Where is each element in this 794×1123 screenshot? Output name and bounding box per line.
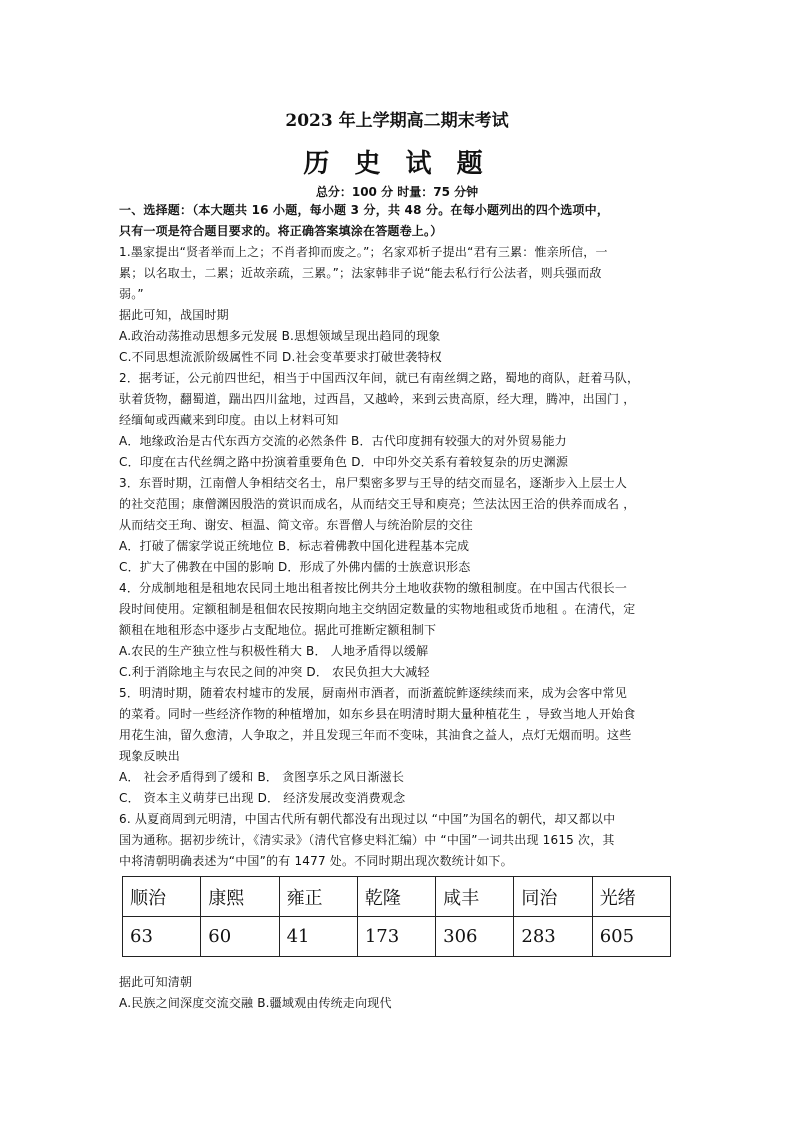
question-stem-line: 的菜肴。同时一些经济作物的种植增加，如东乡县在明清时期大量种植花生 ，导致当地人开始食 bbox=[119, 707, 636, 721]
reign-count-table bbox=[122, 876, 671, 957]
question-option-line: C． 资本主义萌芽已出现 D． 经济发展改变消费观念 bbox=[119, 791, 406, 805]
question-option-line: A.民族之间深度交流交融 B.疆域观由传统走向现代 bbox=[119, 996, 392, 1010]
table-cell: 306 bbox=[436, 917, 514, 957]
table-cell: 41 bbox=[279, 917, 357, 957]
question-stem-line: 国为通称。据初步统计，《清实录》（清代官修史料汇编）中 “中国”一词共出现 1615 次，其 bbox=[119, 833, 615, 847]
table-header-cell: 顺治 bbox=[123, 877, 201, 917]
table-header-cell: 光绪 bbox=[592, 877, 670, 917]
question-stem-line: 的社交范围；康僧渊因殷浩的赏识而成名，从而结交王导和庾亮；竺法汰因王洽的供养而成名 ， bbox=[119, 497, 636, 511]
table-row bbox=[123, 917, 671, 957]
question-option-line: C．印度在古代丝绸之路中扮演着重要角色 D．中印外交关系有着较复杂的历史渊源 bbox=[119, 455, 569, 469]
question-stem-line: 经缅甸或西藏来到印度。由以上材料可知 bbox=[119, 413, 339, 427]
table-cell: 283 bbox=[514, 917, 592, 957]
question-option-line: A.农民的生产独立性与积极性稍大 B． 人地矛盾得以缓解 bbox=[119, 644, 429, 658]
question-option-line: C．扩大了佛教在中国的影响 D．形成了外佛内儒的士族意识形态 bbox=[119, 560, 471, 574]
table-cell: 60 bbox=[201, 917, 279, 957]
table-header-cell: 咸丰 bbox=[436, 877, 514, 917]
table-cell: 173 bbox=[357, 917, 435, 957]
question-option-line: A.政治动荡推动思想多元发展 B.思想领域呈现出趋同的现象 bbox=[119, 329, 441, 343]
question-stem-line: 从而结交王珣、谢安、桓温、简文帝。东晋僧人与统治阶层的交往 bbox=[119, 518, 473, 532]
section-instruction: 一、选择题：（本大题共 16 小题，每小题 3 分，共 48 分。在每小题列出的四个选项中， bbox=[119, 203, 610, 217]
question-option-line: A．打破了儒家学说正统地位 B．标志着佛教中国化进程基本完成 bbox=[119, 539, 470, 553]
question-stem-line: 5．明清时期，随着农村墟市的发展，厨南州市酒者，而浙蓋皖鲊逐续续而来，成为会客中常见 bbox=[119, 686, 628, 700]
question-stem-line: 弱。” bbox=[119, 287, 144, 301]
question-stem-line: 4．分成制地租是租地农民同土地出租者按比例共分土地收获物的缴租制度。在中国古代很长一 bbox=[119, 581, 628, 595]
question-stem-line: 用花生油，留久愈清，人争取之，并且发现三年而不变味，其油食之益人，点灯无烟而明。这些 bbox=[119, 728, 632, 742]
table-header-cell: 同治 bbox=[514, 877, 592, 917]
question-stem-line: 1.墨家提出“贤者举而上之；不肖者抑而废之。”；名家邓析子提出“君有三累：惟亲所信，一 bbox=[119, 245, 608, 259]
question-option-line: A． 社会矛盾得到了缓和 B． 贪图享乐之风日渐滋长 bbox=[119, 770, 405, 784]
question-stem-line: 3．东晋时期，江南僧人争相结交名士，帛尸梨密多罗与王导的结交而显名，逐渐步入上层士人 bbox=[119, 476, 628, 490]
table-header-row bbox=[123, 877, 671, 917]
question-option-line: C.不同思想流派阶级属性不同 D.社会变革要求打破世袭特权 bbox=[119, 350, 442, 364]
exam-title: 2023 年上学期高二期末考试 bbox=[285, 111, 509, 131]
exam-meta: 总分：100 分 时量：75 分钟 bbox=[315, 185, 479, 199]
table-header-cell: 雍正 bbox=[279, 877, 357, 917]
table-cell: 605 bbox=[592, 917, 670, 957]
question-stem-line: 累；以名取士，二累；近故亲疏，三累。”；法家韩非子说“能去私行行公法者，则兵强而敌 bbox=[119, 266, 602, 280]
question-stem-line: 6. 从夏商周到元明清，中国古代所有朝代都没有出现过以 “中国”为国名的朝代，却又都以中 bbox=[119, 812, 616, 826]
section-instruction: 只有一项是符合题目要求的。将正确答案填涂在答题卷上。） bbox=[119, 224, 443, 238]
table-header-cell: 乾隆 bbox=[357, 877, 435, 917]
table-cell: 63 bbox=[123, 917, 201, 957]
question-stem-line: 2．据考证，公元前四世纪，相当于中国西汉年间，就已有南丝绸之路，蜀地的商队，赶着马队， bbox=[119, 371, 640, 385]
question-stem-line: 驮着货物，翻蜀道，踹出四川盆地，过西昌，又越岭，来到云贵高原，经大理，腾冲，出国门 ， bbox=[119, 392, 636, 406]
question-stem-line: 据此可知清朝 bbox=[119, 975, 193, 989]
question-stem-line: 据此可知，战国时期 bbox=[119, 308, 229, 322]
subject-title: 历 史 试 题 bbox=[303, 149, 491, 179]
question-stem-line: 现象反映出 bbox=[119, 749, 181, 763]
question-stem-line: 额租在地租形态中逐步占支配地位。据此可推断定额租制下 bbox=[119, 623, 437, 637]
question-option-line: C.利于消除地主与农民之间的冲突 D． 农民负担大大减轻 bbox=[119, 665, 430, 679]
question-stem-line: 段时间使用。定额租制是租佃农民按期向地主交纳固定数量的实物地租或货币地租 。在清代，定 bbox=[119, 602, 636, 616]
question-option-line: A．地缘政治是古代东西方交流的必然条件 B．古代印度拥有较强大的对外贸易能力 bbox=[119, 434, 567, 448]
table-header-cell: 康熙 bbox=[201, 877, 279, 917]
question-stem-line: 中将清朝明确表述为“中国”的有 1477 处。不同时期出现次数统计如下。 bbox=[119, 854, 513, 868]
